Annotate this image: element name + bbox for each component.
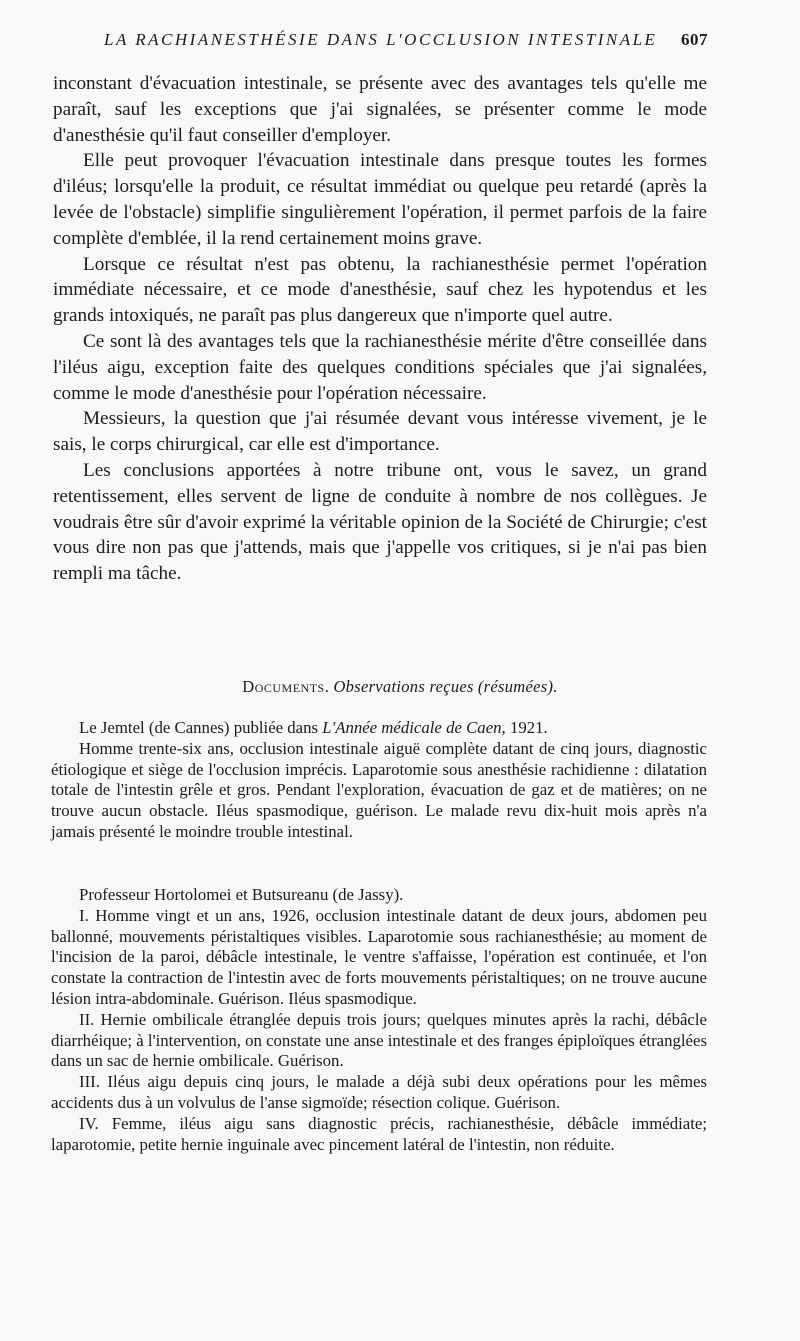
case-item: IV. Femme, iléus aigu sans diagnostic précis, rachianesthésie, débâcle immédiate; laparotomie, petite hernie inguinale avec pincement latéral de l'intestin, non réduite. — [51, 1113, 707, 1154]
paragraph: Lorsque ce résultat n'est pas obtenu, la rachianesthésie permet l'opération immédiate nécessaire, et ce mode d'anesthésie, sauf chez les hypotendus et les grands intoxiqués, ne paraît pas plus dangereux que n'importe quel autre. — [53, 253, 707, 327]
paragraph: inconstant d'évacuation intestinale, se présente avec des avantages tels qu'elle me paraît, sauf les exceptions que j'ai signalées, se présenter comme le mode d'anesthésie qu'il faut conseiller d'employer. — [53, 73, 707, 146]
main-text — [53, 71, 707, 587]
paragraph: Elle peut provoquer l'évacuation intestinale dans presque toutes les formes d'iléus; lorsqu'elle la produit, ce résultat immédiat ou quelque peu retardé (après la levée de l'obstacle) simplifie singulièrement l'opération, il permet parfois de la faire complète d'emblée, il la rend certainement moins grave. — [53, 150, 707, 249]
observation-source — [51, 718, 707, 739]
observation-author: Le Jemtel (de Cannes) publiée dans — [79, 718, 319, 737]
paragraph: Les conclusions apportées à notre tribune ont, vous le savez, un grand retentissement, elles servent de ligne de conduite à nombre de nos collègues. Je voudrais être sûr d'avoir exprimé la véritable opinion de la Société de Chirurgie; c'est vous dire non pas que j'attends, mais que j'appelle vos critiques, si je n'ai pas bien rempli ma tâche. — [53, 459, 707, 585]
case-item: II. Hernie ombilicale étranglée depuis trois jours; quelques minutes après la rachi, débâcle diarrhéique; à l'intervention, on constate une anse intestinale et des franges épiploïques étranglées dans un sac de hernie ombilicale. Guérison. — [51, 1009, 707, 1071]
page-number: 607 — [681, 30, 708, 49]
journal-year: , 1921. — [501, 718, 548, 737]
section-title: Observations reçues — [333, 677, 474, 696]
paragraph: Ce sont là des avantages tels que la rachianesthésie mérite d'être conseillée dans l'iléus aigu, exception faite des quelques conditions spéciales que j'ai signalées, comme le mode d'anesthésie pour l'opération nécessaire. — [53, 330, 707, 404]
observation-hortolomei — [51, 885, 707, 1155]
case-item: III. Iléus aigu depuis cinq jours, le malade a déjà subi deux opérations pour les mêmes accidents dus à un volvulus de l'anse sigmoïde; résection colique. Guérison. — [51, 1072, 707, 1112]
section-subtitle: (résumées). — [477, 677, 558, 696]
paragraph: Messieurs, la question que j'ai résumée devant vous intéresse vivement, je le sais, le corps chirurgical, car elle est d'importance. — [53, 408, 707, 456]
journal-title: L'Année médicale de Caen — [322, 718, 502, 737]
section-heading — [0, 676, 800, 698]
section-label: Documents. — [242, 677, 330, 696]
observation-le-jemtel — [51, 718, 707, 843]
running-title: LA RACHIANESTHÉSIE DANS L'OCCLUSION INTESTINALE — [104, 30, 658, 49]
observation-source: Professeur Hortolomei et Butsureanu (de Jassy). — [79, 885, 404, 904]
case-item: I. Homme vingt et un ans, 1926, occlusion intestinale datant de deux jours, abdomen peu ballonné, mouvements péristaltiques visibles. Laparotomie sous rachianesthésie; au moment de l'incision de la paroi, débâcle intestinale, le ventre s'affaisse, l'opération est continuée, et l'on constate la contraction de l'intestin avec de forts mouvements péristaltiques; on ne trouve aucune lésion intra-abdominale. Guérison. Iléus spasmodique. — [51, 905, 707, 1008]
observation-text: Homme trente-six ans, occlusion intestinale aiguë complète datant de cinq jours, diagnostic étiologique et siège de l'occlusion imprécis. Laparotomie sous anesthésie rachidienne : dilatation totale de l'intestin grêle et gros. Pendant l'exploration, évacuation de gaz et de matières; on ne trouve aucun obstacle. Iléus spasmodique, guérison. Le malade revu dix-huit mois après n'a jamais présenté le moindre trouble intestinal. — [51, 738, 707, 841]
running-head — [104, 30, 708, 54]
